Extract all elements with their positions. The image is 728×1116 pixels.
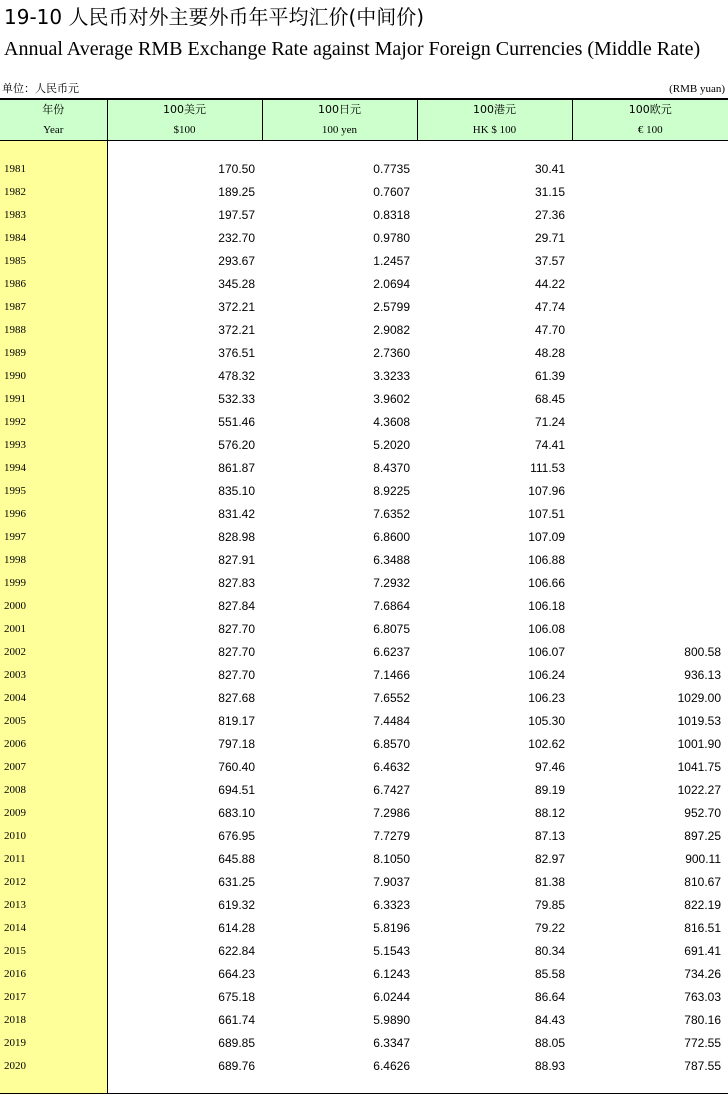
eur-rate-cell xyxy=(572,272,728,295)
hkd-rate-cell: 111.53 xyxy=(530,460,565,475)
jpy-rate-cell: 0.7607 xyxy=(373,184,410,199)
usd-rate-cell: 827.70 xyxy=(218,621,255,636)
table-row xyxy=(0,824,728,847)
hkd-rate-cell: 106.07 xyxy=(528,644,565,659)
eur-rate-cell xyxy=(572,226,728,249)
year-cell: 2013 xyxy=(4,898,26,911)
usd-rate-cell: 827.68 xyxy=(218,690,255,705)
hkd-rate-cell: 88.12 xyxy=(534,805,565,820)
usd-rate-cell: 760.40 xyxy=(218,759,255,774)
eur-rate-cell: 800.58 xyxy=(684,644,721,659)
jpy-rate-cell: 7.9037 xyxy=(373,874,410,889)
year-cell: 1981 xyxy=(4,162,26,175)
eur-rate-cell: 763.03 xyxy=(684,989,721,1004)
hkd-rate-cell: 107.96 xyxy=(528,483,565,498)
eur-rate-cell xyxy=(572,594,728,617)
eur-rate-cell: 691.41 xyxy=(684,943,721,958)
jpy-rate-cell: 0.9780 xyxy=(373,230,410,245)
hkd-rate-cell: 85.58 xyxy=(534,966,565,981)
year-cell: 1996 xyxy=(4,507,26,520)
jpy-rate-cell: 7.4484 xyxy=(373,713,410,728)
eur-rate-cell xyxy=(572,341,728,364)
usd-rate-cell: 797.18 xyxy=(218,736,255,751)
table-row xyxy=(0,479,728,502)
usd-rate-cell: 631.25 xyxy=(218,874,255,889)
usd-rate-cell: 689.85 xyxy=(218,1035,255,1050)
jpy-rate-cell: 7.6864 xyxy=(373,598,410,613)
jpy-rate-cell: 7.2932 xyxy=(373,575,410,590)
usd-rate-cell: 376.51 xyxy=(218,345,255,360)
table-row xyxy=(0,180,728,203)
year-cell: 1997 xyxy=(4,530,26,543)
jpy-rate-cell: 6.8075 xyxy=(373,621,410,636)
eur-rate-cell xyxy=(572,387,728,410)
table-row xyxy=(0,157,728,180)
table-row xyxy=(0,1031,728,1054)
eur-rate-cell xyxy=(572,548,728,571)
jpy-rate-cell: 7.7279 xyxy=(373,828,410,843)
year-cell: 1991 xyxy=(4,392,26,405)
hkd-rate-cell: 82.97 xyxy=(534,851,565,866)
year-cell: 2003 xyxy=(4,668,26,681)
jpy-rate-cell: 6.8600 xyxy=(373,529,410,544)
table-row xyxy=(0,433,728,456)
year-cell: 2014 xyxy=(4,921,26,934)
hkd-rate-cell: 106.18 xyxy=(528,598,565,613)
year-cell: 1990 xyxy=(4,369,26,382)
year-cell: 2002 xyxy=(4,645,26,658)
hkd-rate-cell: 84.43 xyxy=(534,1012,565,1027)
unit-label-chinese: 单位：人民币元 xyxy=(2,82,79,95)
usd-rate-cell: 645.88 xyxy=(218,851,255,866)
jpy-rate-cell: 8.9225 xyxy=(373,483,410,498)
jpy-rate-cell: 6.6237 xyxy=(373,644,410,659)
usd-rate-cell: 532.33 xyxy=(218,391,255,406)
table-row xyxy=(0,295,728,318)
table-row xyxy=(0,962,728,985)
eur-rate-cell xyxy=(572,318,728,341)
eur-rate-cell xyxy=(572,617,728,640)
hkd-rate-cell: 106.08 xyxy=(528,621,565,636)
eur-rate-cell: 1041.75 xyxy=(677,759,721,774)
hkd-rate-cell: 107.09 xyxy=(528,529,565,544)
table-body xyxy=(0,157,728,1077)
usd-rate-cell: 828.98 xyxy=(218,529,255,544)
eur-rate-cell xyxy=(572,479,728,502)
jpy-rate-cell: 8.4370 xyxy=(373,460,410,475)
hkd-rate-cell: 44.22 xyxy=(534,276,565,291)
jpy-rate-cell: 2.0694 xyxy=(373,276,410,291)
eur-rate-cell xyxy=(572,364,728,387)
usd-rate-cell: 827.83 xyxy=(218,575,255,590)
table-row xyxy=(0,203,728,226)
eur-rate-cell: 787.55 xyxy=(684,1058,721,1073)
eur-rate-cell: 936.13 xyxy=(684,667,721,682)
eur-rate-cell xyxy=(572,502,728,525)
year-cell: 1988 xyxy=(4,323,26,336)
table-row xyxy=(0,732,728,755)
usd-rate-cell: 827.70 xyxy=(218,667,255,682)
table-row xyxy=(0,502,728,525)
year-cell: 1993 xyxy=(4,438,26,451)
table-row xyxy=(0,525,728,548)
jpy-rate-cell: 6.0244 xyxy=(373,989,410,1004)
usd-rate-cell: 827.84 xyxy=(218,598,255,613)
year-cell: 2011 xyxy=(4,852,26,865)
hkd-rate-cell: 29.71 xyxy=(534,230,565,245)
jpy-rate-cell: 4.3608 xyxy=(373,414,410,429)
year-cell: 2015 xyxy=(4,944,26,957)
usd-rate-cell: 372.21 xyxy=(218,322,255,337)
year-cell: 1989 xyxy=(4,346,26,359)
table-row xyxy=(0,364,728,387)
table-row xyxy=(0,939,728,962)
year-cell: 1983 xyxy=(4,208,26,221)
hkd-rate-cell: 71.24 xyxy=(534,414,565,429)
year-cell: 1992 xyxy=(4,415,26,428)
hkd-rate-cell: 79.85 xyxy=(534,897,565,912)
usd-rate-cell: 831.42 xyxy=(218,506,255,521)
usd-rate-cell: 661.74 xyxy=(218,1012,255,1027)
eur-rate-cell: 780.16 xyxy=(684,1012,721,1027)
table-row xyxy=(0,847,728,870)
hkd-rate-cell: 61.39 xyxy=(534,368,565,383)
table-row xyxy=(0,778,728,801)
hkd-rate-cell: 27.36 xyxy=(534,207,565,222)
jpy-rate-cell: 7.6352 xyxy=(373,506,410,521)
hkd-rate-cell: 81.38 xyxy=(534,874,565,889)
jpy-rate-cell: 3.9602 xyxy=(373,391,410,406)
usd-rate-cell: 676.95 xyxy=(218,828,255,843)
table-row xyxy=(0,571,728,594)
hkd-rate-cell: 86.64 xyxy=(534,989,565,1004)
hkd-rate-cell: 80.34 xyxy=(534,943,565,958)
year-cell: 1995 xyxy=(4,484,26,497)
table-row xyxy=(0,272,728,295)
usd-rate-cell: 170.50 xyxy=(218,161,255,176)
usd-rate-cell: 345.28 xyxy=(218,276,255,291)
jpy-rate-cell: 5.2020 xyxy=(373,437,410,452)
jpy-rate-cell: 2.5799 xyxy=(373,299,410,314)
year-cell: 1982 xyxy=(4,185,26,198)
table-header xyxy=(0,98,728,141)
usd-rate-cell: 576.20 xyxy=(218,437,255,452)
usd-rate-cell: 827.70 xyxy=(218,644,255,659)
hkd-rate-cell: 106.23 xyxy=(528,690,565,705)
year-cell: 1986 xyxy=(4,277,26,290)
hkd-rate-cell: 47.70 xyxy=(534,322,565,337)
table-bottom-rule xyxy=(0,1093,728,1094)
eur-rate-cell: 952.70 xyxy=(684,805,721,820)
hkd-rate-cell: 97.46 xyxy=(534,759,565,774)
eur-rate-cell xyxy=(572,180,728,203)
table-row xyxy=(0,916,728,939)
header-usd-cn: 100美元 xyxy=(163,103,206,116)
usd-rate-cell: 861.87 xyxy=(218,460,255,475)
hkd-rate-cell: 107.51 xyxy=(528,506,565,521)
table-row xyxy=(0,985,728,1008)
jpy-rate-cell: 6.4626 xyxy=(373,1058,410,1073)
hkd-rate-cell: 74.41 xyxy=(534,437,565,452)
hkd-rate-cell: 30.41 xyxy=(534,161,565,176)
jpy-rate-cell: 7.2986 xyxy=(373,805,410,820)
table-row xyxy=(0,640,728,663)
year-cell: 1984 xyxy=(4,231,26,244)
year-cell: 1998 xyxy=(4,553,26,566)
year-cell: 1999 xyxy=(4,576,26,589)
year-cell: 2020 xyxy=(4,1059,26,1072)
usd-rate-cell: 551.46 xyxy=(218,414,255,429)
eur-rate-cell: 822.19 xyxy=(684,897,721,912)
header-jpy-cn: 100日元 xyxy=(318,103,361,116)
usd-rate-cell: 614.28 xyxy=(218,920,255,935)
eur-rate-cell: 1029.00 xyxy=(677,690,721,705)
year-cell: 2008 xyxy=(4,783,26,796)
table-row xyxy=(0,686,728,709)
header-cell-eur xyxy=(572,99,728,141)
jpy-rate-cell: 6.7427 xyxy=(373,782,410,797)
usd-rate-cell: 827.91 xyxy=(218,552,255,567)
table-row xyxy=(0,387,728,410)
jpy-rate-cell: 6.1243 xyxy=(373,966,410,981)
eur-rate-cell: 900.11 xyxy=(685,851,721,866)
year-cell: 1987 xyxy=(4,300,26,313)
table-row xyxy=(0,663,728,686)
usd-rate-cell: 664.23 xyxy=(218,966,255,981)
table-row xyxy=(0,341,728,364)
hkd-rate-cell: 88.93 xyxy=(534,1058,565,1073)
table-row xyxy=(0,709,728,732)
table-row xyxy=(0,548,728,571)
eur-rate-cell xyxy=(572,433,728,456)
jpy-rate-cell: 0.7735 xyxy=(373,161,410,176)
table-row xyxy=(0,1054,728,1077)
header-jpy-en: 100 yen xyxy=(321,124,358,136)
table-row xyxy=(0,410,728,433)
table-row xyxy=(0,249,728,272)
table-row xyxy=(0,755,728,778)
hkd-rate-cell: 105.30 xyxy=(528,713,565,728)
usd-rate-cell: 689.76 xyxy=(218,1058,255,1073)
year-cell: 2000 xyxy=(4,599,26,612)
header-hkd-en: HK $ 100 xyxy=(472,124,517,136)
eur-rate-cell: 897.25 xyxy=(684,828,721,843)
eur-rate-cell: 1022.27 xyxy=(677,782,721,797)
page-title-english: Annual Average RMB Exchange Rate against Major Foreign Currencies (Middle Rate) xyxy=(4,38,701,60)
year-cell: 1985 xyxy=(4,254,26,267)
usd-rate-cell: 189.25 xyxy=(218,184,255,199)
hkd-rate-cell: 47.74 xyxy=(534,299,565,314)
eur-rate-cell xyxy=(572,456,728,479)
jpy-rate-cell: 3.3233 xyxy=(373,368,410,383)
usd-rate-cell: 694.51 xyxy=(218,782,255,797)
eur-rate-cell: 1019.53 xyxy=(677,713,721,728)
eur-rate-cell xyxy=(572,410,728,433)
hkd-rate-cell: 106.88 xyxy=(528,552,565,567)
jpy-rate-cell: 2.7360 xyxy=(373,345,410,360)
table-row xyxy=(0,1008,728,1031)
hkd-rate-cell: 31.15 xyxy=(534,184,565,199)
hkd-rate-cell: 106.24 xyxy=(528,667,565,682)
hkd-rate-cell: 102.62 xyxy=(528,736,565,751)
usd-rate-cell: 619.32 xyxy=(218,897,255,912)
usd-rate-cell: 675.18 xyxy=(218,989,255,1004)
usd-rate-cell: 197.57 xyxy=(218,207,255,222)
jpy-rate-cell: 5.1543 xyxy=(373,943,410,958)
table-row xyxy=(0,594,728,617)
header-cell-year xyxy=(0,99,107,141)
jpy-rate-cell: 6.3347 xyxy=(373,1035,410,1050)
year-cell: 2007 xyxy=(4,760,26,773)
hkd-rate-cell: 79.22 xyxy=(534,920,565,935)
jpy-rate-cell: 6.8570 xyxy=(373,736,410,751)
usd-rate-cell: 835.10 xyxy=(218,483,255,498)
year-cell: 2018 xyxy=(4,1013,26,1026)
year-cell: 2001 xyxy=(4,622,26,635)
page-title-chinese: 19-10 人民币对外主要外币年平均汇价(中间价) xyxy=(4,5,425,29)
table-row xyxy=(0,456,728,479)
usd-rate-cell: 293.67 xyxy=(218,253,255,268)
usd-rate-cell: 622.84 xyxy=(218,943,255,958)
jpy-rate-cell: 6.3488 xyxy=(373,552,410,567)
unit-label-english: (RMB yuan) xyxy=(669,83,725,95)
hkd-rate-cell: 37.57 xyxy=(534,253,565,268)
year-cell: 2005 xyxy=(4,714,26,727)
header-usd-en: $100 xyxy=(173,124,196,136)
usd-rate-cell: 478.32 xyxy=(218,368,255,383)
year-cell: 1994 xyxy=(4,461,26,474)
year-cell: 2017 xyxy=(4,990,26,1003)
table-row xyxy=(0,801,728,824)
hkd-rate-cell: 88.05 xyxy=(534,1035,565,1050)
table-row xyxy=(0,870,728,893)
jpy-rate-cell: 5.8196 xyxy=(373,920,410,935)
eur-rate-cell xyxy=(572,157,728,180)
header-year-en: Year xyxy=(43,124,64,136)
hkd-rate-cell: 89.19 xyxy=(534,782,565,797)
hkd-rate-cell: 48.28 xyxy=(534,345,565,360)
jpy-rate-cell: 7.1466 xyxy=(373,667,410,682)
eur-rate-cell: 772.55 xyxy=(684,1035,721,1050)
eur-rate-cell: 734.26 xyxy=(684,966,721,981)
year-cell: 2006 xyxy=(4,737,26,750)
eur-rate-cell: 1001.90 xyxy=(677,736,721,751)
table-row xyxy=(0,318,728,341)
eur-rate-cell xyxy=(572,525,728,548)
header-cell-hkd xyxy=(417,99,572,141)
year-cell: 2019 xyxy=(4,1036,26,1049)
jpy-rate-cell: 7.6552 xyxy=(373,690,410,705)
eur-rate-cell xyxy=(572,249,728,272)
table-row xyxy=(0,617,728,640)
header-hkd-cn: 100港元 xyxy=(473,103,516,116)
usd-rate-cell: 232.70 xyxy=(218,230,255,245)
year-cell: 2004 xyxy=(4,691,26,704)
eur-rate-cell: 810.67 xyxy=(684,874,721,889)
jpy-rate-cell: 5.9890 xyxy=(373,1012,410,1027)
eur-rate-cell xyxy=(572,295,728,318)
year-cell: 2012 xyxy=(4,875,26,888)
year-cell: 2009 xyxy=(4,806,26,819)
hkd-rate-cell: 87.13 xyxy=(534,828,565,843)
jpy-rate-cell: 0.8318 xyxy=(373,207,410,222)
usd-rate-cell: 819.17 xyxy=(218,713,255,728)
eur-rate-cell xyxy=(572,571,728,594)
jpy-rate-cell: 1.2457 xyxy=(373,253,410,268)
eur-rate-cell: 816.51 xyxy=(684,920,721,935)
year-cell: 2016 xyxy=(4,967,26,980)
jpy-rate-cell: 8.1050 xyxy=(373,851,410,866)
header-cell-jpy xyxy=(262,99,417,141)
hkd-rate-cell: 106.66 xyxy=(528,575,565,590)
table-row xyxy=(0,893,728,916)
hkd-rate-cell: 68.45 xyxy=(534,391,565,406)
header-year-cn: 年份 xyxy=(42,103,65,116)
exchange-rate-table xyxy=(0,157,728,1077)
eur-rate-cell xyxy=(572,203,728,226)
usd-rate-cell: 372.21 xyxy=(218,299,255,314)
jpy-rate-cell: 2.9082 xyxy=(373,322,410,337)
jpy-rate-cell: 6.3323 xyxy=(373,897,410,912)
header-eur-en: € 100 xyxy=(637,124,663,136)
jpy-rate-cell: 6.4632 xyxy=(373,759,410,774)
year-cell: 2010 xyxy=(4,829,26,842)
table-row xyxy=(0,226,728,249)
usd-rate-cell: 683.10 xyxy=(218,805,255,820)
header-cell-usd xyxy=(107,99,262,141)
header-eur-cn: 100欧元 xyxy=(628,103,672,116)
